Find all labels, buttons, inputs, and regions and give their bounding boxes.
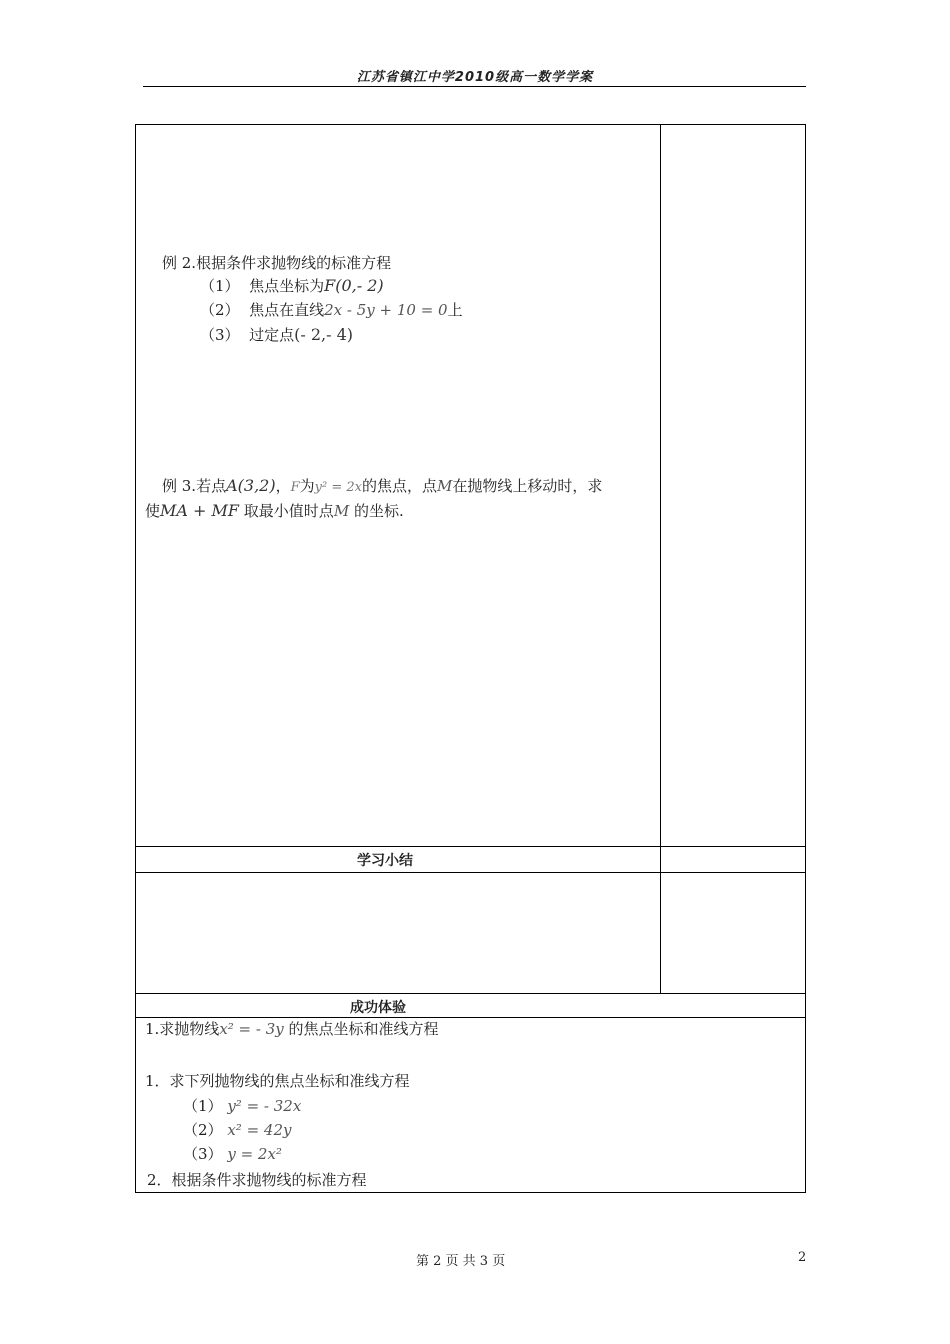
- fixed-point: (- 2,- 4): [294, 325, 354, 344]
- example3-text: 在抛物线上移动时，求: [452, 477, 603, 495]
- example2-title: 例 2.根据条件求抛物线的标准方程: [162, 254, 392, 272]
- example2-item-3: [200, 325, 353, 345]
- page-footer: 第 2 页 共 3 页: [416, 1254, 506, 1269]
- row-divider-summary-top: [135, 846, 805, 847]
- success-header-divider: [135, 1017, 805, 1018]
- row-divider-summary-bottom: [135, 872, 805, 873]
- point-m: M: [333, 502, 350, 520]
- item-text: 焦点坐标为: [249, 277, 325, 295]
- question-text: 1.求抛物线: [145, 1020, 220, 1038]
- parabola-equation: y² = 2x: [314, 480, 362, 495]
- question-text: 的焦点坐标和准线方程: [288, 1020, 439, 1038]
- example3-text: 的焦点，点: [361, 477, 437, 495]
- sub-equation: x² = 42y: [227, 1121, 292, 1139]
- sub-equation: y² = - 32x: [227, 1097, 302, 1115]
- example3-text: 的坐标.: [353, 502, 404, 520]
- example3-text: 使: [145, 502, 161, 520]
- page-number: 2: [798, 1250, 807, 1265]
- item-number: （3）: [200, 326, 240, 344]
- success-sub-3: [183, 1144, 282, 1164]
- sub-equation: y = 2x²: [227, 1145, 282, 1163]
- question-equation: x² = - 3y: [219, 1020, 284, 1038]
- summary-title: 学习小结: [357, 853, 413, 869]
- sub-number: （2）: [183, 1121, 223, 1139]
- item-text: 过定点: [249, 326, 295, 344]
- example3-text: ，: [275, 477, 291, 495]
- sub-number: （3）: [183, 1145, 223, 1163]
- page-header: 江苏省镇江中学2010级高一数学学案: [356, 70, 594, 85]
- success-question-1: [145, 1019, 439, 1039]
- distance-sum: MA + MF: [160, 501, 240, 520]
- item-suffix: 上: [447, 301, 463, 319]
- item-number: （2）: [200, 301, 240, 319]
- point-m: M: [436, 477, 453, 495]
- item-number: （1）: [200, 277, 240, 295]
- example3-line-2: [145, 501, 404, 521]
- line-equation: 2x - 5y + 10 = 0: [324, 301, 448, 319]
- success-title: 成功体验: [350, 1000, 406, 1016]
- focus-coordinate: F(0,- 2): [324, 276, 384, 295]
- item-text: 焦点在直线: [249, 301, 325, 319]
- header-rule: [143, 86, 806, 87]
- example3-text: 取最小值时点: [243, 502, 334, 520]
- example3-text: 为: [299, 477, 315, 495]
- example2-item-1: [200, 276, 384, 296]
- success-sub-1: [183, 1096, 301, 1116]
- focus-f: F: [290, 480, 300, 495]
- sub-number: （1）: [183, 1097, 223, 1115]
- example3-line-1: [162, 476, 602, 498]
- success-question-3: 2．根据条件求抛物线的标准方程: [147, 1171, 367, 1189]
- example3-text: 例 3.若点: [162, 477, 227, 495]
- example2-item-2: [200, 300, 463, 320]
- success-question-2: 1．求下列抛物线的焦点坐标和准线方程: [145, 1072, 410, 1090]
- point-a: A(3,2): [226, 476, 276, 495]
- side-column-divider: [660, 124, 661, 993]
- success-sub-2: [183, 1120, 291, 1140]
